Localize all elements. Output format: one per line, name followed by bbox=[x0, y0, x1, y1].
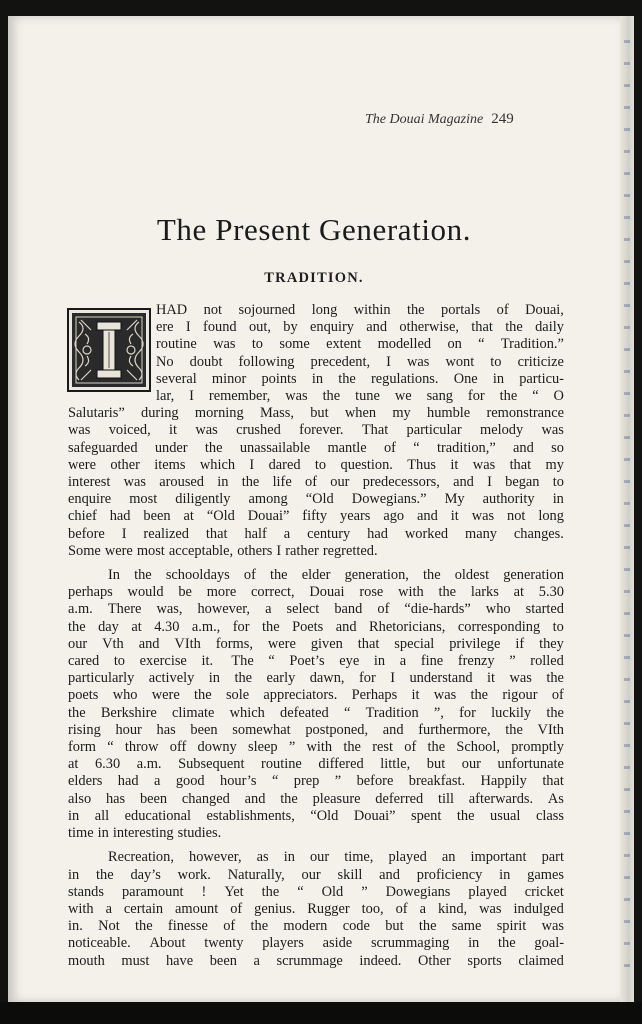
text-line: noticeable. About twenty players aside scrummaging in the goal- bbox=[68, 935, 564, 952]
paragraph-gap bbox=[68, 560, 564, 567]
text-line: with a certain amount of genius. Rugger too, of a kind, was indulged bbox=[68, 900, 564, 917]
running-header bbox=[365, 111, 565, 128]
initial-letter-text: I bbox=[67, 308, 68, 309]
text-line: perhaps would be more correct, Douai rose with the larks at 5.30 bbox=[68, 584, 564, 601]
text-line: the Berkshire climate which defeated “ Tradition ”, for luckily the bbox=[68, 704, 564, 721]
text-line: enquire most diligently among “Old Dowegians.” My authority in bbox=[68, 491, 564, 508]
page-number: 249 bbox=[491, 111, 514, 127]
text-line: No doubt following precedent, I was wont to criticize bbox=[156, 353, 564, 370]
text-line: in the day’s work. Naturally, our skill and proficiency in games bbox=[68, 866, 564, 883]
text-line: time in interesting studies. bbox=[68, 825, 222, 842]
text-line: routine was to some extent modelled on “ Tradition.” bbox=[156, 336, 564, 353]
text-line: elders had a good hour’s “ prep ” before breakfast. Happily that bbox=[68, 773, 564, 790]
book-page bbox=[8, 16, 620, 1002]
text-line: in. Not the finesse of the modern code but the same spirit was bbox=[68, 918, 564, 935]
text-line: In the schooldays of the elder generation, the oldest generation bbox=[108, 567, 564, 584]
text-line: safeguarded under the unassailable mantle of “ tradition,” and so bbox=[68, 439, 564, 456]
page-edge-marks bbox=[624, 40, 630, 980]
magazine-name: The Douai Magazine bbox=[365, 112, 484, 127]
text-line: Salutaris” during morning Mass, but when my humble remonstrance bbox=[68, 405, 564, 422]
article-title: The Present Generation. bbox=[156, 212, 472, 247]
article-subtitle: TRADITION. bbox=[264, 270, 364, 286]
text-line: cared to exercise it. The “ Poet’s eye in a fine frenzy ” rolled bbox=[68, 653, 564, 670]
paragraph-gap bbox=[68, 842, 564, 849]
scan-bottom-border bbox=[0, 1002, 642, 1024]
text-line: before I realized that half a century had worked many changes. bbox=[68, 525, 564, 542]
text-line: a.m. There was, however, a select band of “die-hards” who started bbox=[68, 601, 564, 618]
text-line: our Vth and VIth forms, were given that special privilege if they bbox=[68, 635, 564, 652]
text-line: ere I found out, by enquiry and otherwise, that the daily bbox=[156, 319, 564, 336]
text-line: particularly actively in the early dawn, for I understand it was the bbox=[68, 670, 564, 687]
text-line: chief had been at “Old Douai” fifty years ago and it was not long bbox=[68, 508, 564, 525]
text-line: Some were most acceptable, others I rather regretted. bbox=[68, 542, 378, 559]
text-line: HAD not sojourned long within the portals of Douai, bbox=[156, 302, 564, 318]
text-line: mouth must have been a scrummage indeed. Other sports claimed bbox=[68, 952, 564, 969]
text-line: stands paramount ! Yet the “ Old ” Dowegians played cricket bbox=[68, 883, 564, 900]
text-line: lar, I remember, was the tune we sang for the “ O bbox=[156, 388, 564, 405]
text-line: also has been changed and the pleasure deferred till afterwards. As bbox=[68, 790, 564, 807]
text-line: Recreation, however, as in our time, played an important part bbox=[108, 849, 564, 866]
text-line: poets who were the sole appreciators. Perhaps it was the rigour of bbox=[68, 687, 564, 704]
text-line: was voiced, it was crushed forever. That particular melody was bbox=[68, 422, 564, 439]
text-line: the day at 4.30 a.m., for the Poets and Rhetoricians, corresponding to bbox=[68, 618, 564, 635]
text-line: form “ throw off downy sleep ” with the rest of the School, promptly bbox=[68, 739, 564, 756]
text-line: interest was aroused in the life of our predecessors, and I began to bbox=[68, 474, 564, 491]
text-line: were other items which I dared to question. Thus it was that my bbox=[68, 456, 564, 473]
article-body bbox=[68, 302, 564, 970]
text-line: rising hour has been somewhat postponed, and furthermore, the VIth bbox=[68, 721, 564, 738]
text-line: at 6.30 a.m. Subsequent routine differed little, but our unfortunate bbox=[68, 756, 564, 773]
text-line: several minor points in the regulations. One in particu- bbox=[156, 370, 564, 387]
text-line: in all educational establishments, “Old Douai” spent the usual class bbox=[68, 807, 564, 824]
